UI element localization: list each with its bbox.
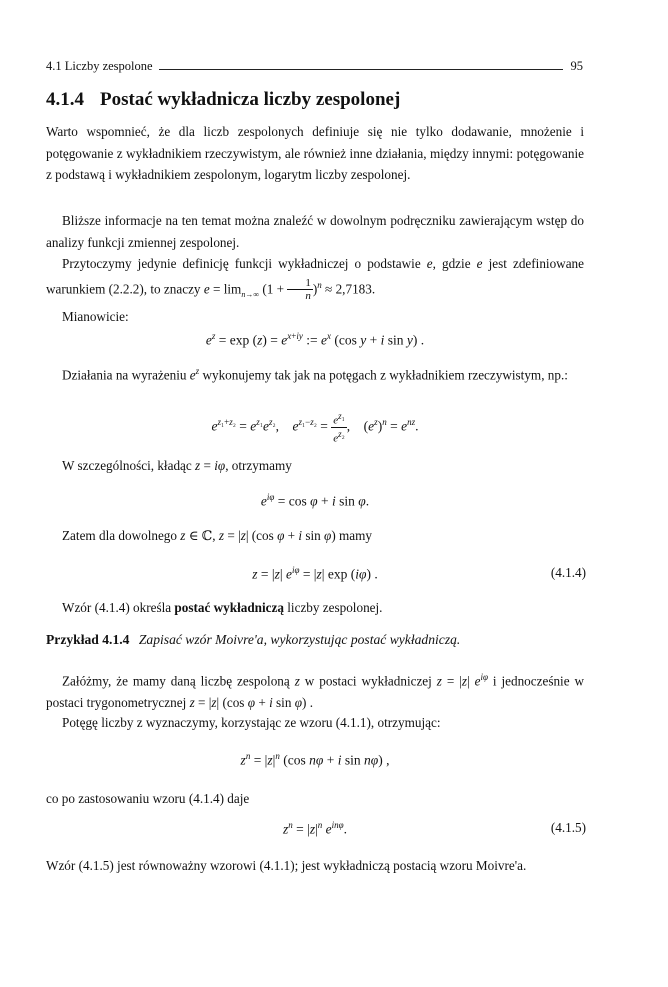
equation-power-rules: $e^{z_1+z_2} = e^{z_1}e^{z_2}$, $e^{z_1-z_2}$ = $\frac{e^{z_1}}{e^{z_2}}$ , $(e^z)^n = e^{nz}$. [211,411,419,445]
paragraph-12: Wzór (4.1.5) jest równoważny wzorowi (4.1.1); jest wykładniczą postacią wzoru Moivre'a. [46,858,527,873]
equation-4-1-5: $z^n = |z|^n$ $e^{in\varphi}$. [282,820,348,837]
equation-de-moivre: $z^n = |z|^n$ (cos nφ + i sin nφ) , [240,751,390,768]
example-text: Zapisać wzór Moivre'a, wykorzystując postać wykładniczą. [138,632,461,647]
section-number: 4.1.4 [46,89,84,110]
running-head-rule [159,69,563,70]
example-heading [46,632,460,648]
section-title: Postać wykładnicza liczby zespolonej [100,89,401,110]
page-number: 95 [570,59,583,73]
equation-4-1-4: z = |z| $e^{i\varphi} = |z|$ exp (iφ) . [252,565,378,582]
paragraph-5: Działania na wyrażeniu $e^z$ wykonujemy tak jak na potęgach z wykładnikiem rzeczywistym, np.: [62,366,568,383]
paragraph-11: co po zastosowaniu wzoru (4.1.4) daje [46,791,250,806]
paragraph-9: Załóżmy, że mamy daną liczbę zespoloną z w postaci wykładniczej z = |z| $e^{i\varphi}$ i jednocześnie w postaci trygonometrycznej z = |z| (cos φ + i sin φ) . [46,672,585,710]
paragraph-7: Zatem dla dowolnego z ∈ ℂ, z = |z| (cos φ + i sin φ) mamy [62,528,373,543]
paragraph-8: Wzór (4.1.4) określa postać wykładniczą liczby zespolonej. [62,600,383,615]
example-label: Przykład 4.1.4 [46,632,130,647]
paragraph-6: W szczególności, kładąc z = iφ, otrzymamy [62,458,292,473]
paragraph-2: Bliższe informacje na ten temat można znaleźć w dowolnym podręczniku zawierającym wstęp do analizy funkcji zmiennej zespolonej. [46,213,584,250]
paragraph-3: Przytoczymy jedynie definicję funkcji wykładniczej o podstawie e, gdzie e jest zdefiniowane warunkiem (2.2.2), to znaczy $e = \lim_{n\to\infty} (1$ + $\frac{1}{n}$ )$^n$ ≈ 2,7183. [46,256,584,303]
equation-number-4-1-4: (4.1.4) [550,565,586,580]
equation-euler: $e^{i\varphi} = \cos \varphi + i$ sin φ. [260,492,370,509]
bold-term: postać wykładniczą [174,600,284,615]
paragraph-1: Warto wspomnieć, że dla liczb zespolonych definiuje się nie tylko dodawanie, mnożenie i potęgowanie z wykładnikiem rzeczywistym, ale również inne działania, między innymi: potęgowanie z podstawą i wykładnikiem zespolonym, logarytm liczby zespolonej. [46,124,584,182]
running-head-title: 4.1 Liczby zespolone [46,59,153,73]
section-heading [46,89,400,111]
paragraph-10: Potęgę liczby z wyznaczymy, korzystając ze wzoru (4.1.1), otrzymując: [62,715,441,730]
running-head [46,56,583,74]
equation-number-4-1-5: (4.1.5) [550,820,586,835]
equation-exp-def: $e^z = \exp (z) = e^{x+iy}$ := $e^x$ (cos y + i sin y) . [205,331,425,348]
paragraph-4: Mianowicie: [62,309,129,324]
